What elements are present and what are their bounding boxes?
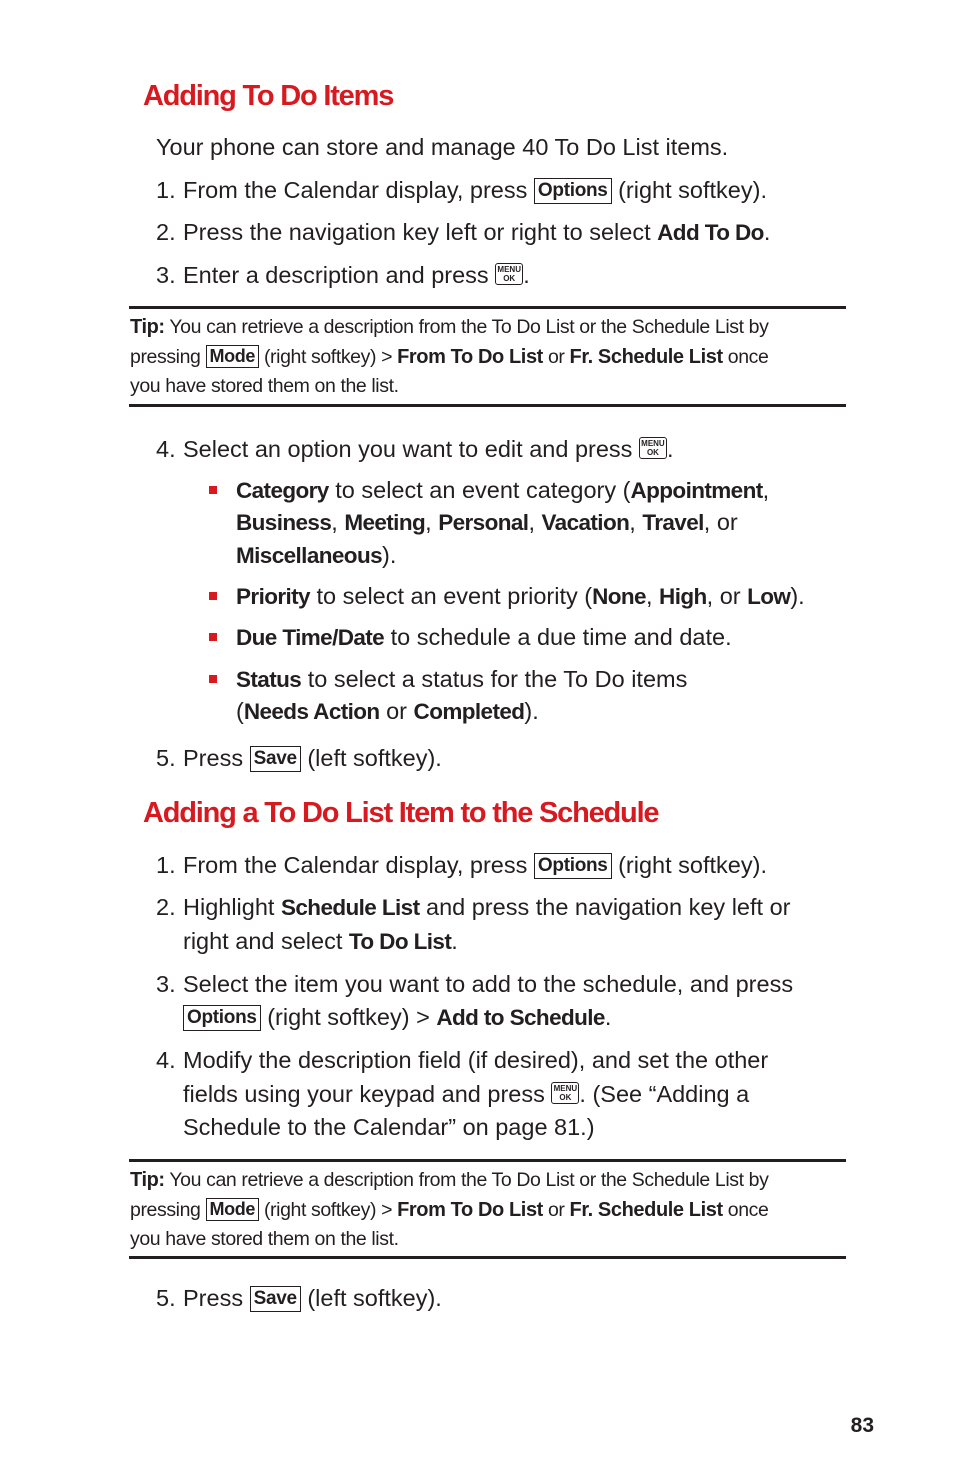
step-number: 5. [156,1285,176,1311]
step-number: 2. [156,894,176,920]
s2-step-2-line2: right and select To Do List. [183,928,458,954]
options-key: Options [183,1005,261,1031]
bullet-category-line2: Business, Meeting, Personal, Vacation, Travel, or [236,509,738,535]
intro-text: Your phone can store and manage 40 To Do List items. [156,134,729,160]
tip-top-rule [129,306,846,309]
step-number: 2. [156,219,176,245]
s2-step-2-line1: Highlight Schedule List and press the navigation key left or [183,894,791,920]
bullet-priority: Priority to select an event priority (None, High, or Low). [236,583,805,609]
options-key: Options [534,853,612,879]
bullet-square [209,633,217,641]
step-number: 4. [156,1047,176,1073]
menu-ok-key-icon: MENU OK [639,437,667,459]
s2-step-3-line1: Select the item you want to add to the schedule, and press [183,971,794,997]
save-key: Save [250,746,301,772]
s2-step-4-line1: Modify the description field (if desired), and set the other [183,1047,769,1073]
menu-ok-key-icon: MENU OK [495,263,523,285]
step-number: 1. [156,177,176,203]
step-number: 5. [156,745,176,771]
bullet-square [209,592,217,600]
step-number: 3. [156,262,176,288]
step-1-text: From the Calendar display, press Options (right softkey). [183,177,767,203]
bullet-square [209,675,217,683]
s2-step-4-line2: fields using your keypad and press MENU OK . (See “Adding a [183,1081,750,1107]
bullet-status-line2: (Needs Action or Completed). [236,698,539,724]
tip-bottom-rule [129,404,846,407]
tip-box: Tip: You can retrieve a description from the To Do List or the Schedule List by pressing Mode (right softkey) > From To Do List or Fr. Schedule List once you have stored them on the list. [130,316,769,397]
tip-box: Tip: You can retrieve a description from the To Do List or the Schedule List by pressing Mode (right softkey) > From To Do List or Fr. Schedule List once you have stored them on the list. [130,1169,769,1250]
step-4-text: Select an option you want to edit and press MENU OK . [183,436,674,462]
step-number: 1. [156,852,176,878]
step-number: 3. [156,971,176,997]
mode-key: Mode [206,1198,259,1221]
step-3-text: Enter a description and press MENU OK . [183,262,530,288]
bullet-status-line1: Status to select a status for the To Do items [236,666,688,692]
bullet-category-line1: Category to select an event category (Appointment, [236,477,770,503]
tip-top-rule [129,1159,846,1162]
s2-step-3-line2: Options (right softkey) > Add to Schedule. [183,1002,611,1033]
save-key: Save [250,1286,301,1312]
s2-step-5-text: Press Save (left softkey). [183,1285,442,1311]
section-title-add-to-schedule: Adding a To Do List Item to the Schedule [143,797,659,829]
bullet-due-time: Due Time/Date to schedule a due time and date. [236,624,732,650]
s2-step-1-text: From the Calendar display, press Options (right softkey). [183,852,767,878]
step-5-text: Press Save (left softkey). [183,745,442,771]
bullet-category-line3: Miscellaneous). [236,542,397,568]
menu-ok-key-icon: MENU OK [551,1082,579,1104]
mode-key: Mode [206,345,259,368]
section-title-adding-to-do-items: Adding To Do Items [143,80,394,112]
s2-step-4-line3: Schedule to the Calendar” on page 81.) [183,1114,595,1140]
tip-bottom-rule [129,1256,846,1259]
bullet-square [209,486,217,494]
page-number: 83 [850,1414,874,1437]
options-key: Options [534,178,612,204]
step-number: 4. [156,436,176,462]
step-2-text: Press the navigation key left or right to select Add To Do. [183,219,771,245]
